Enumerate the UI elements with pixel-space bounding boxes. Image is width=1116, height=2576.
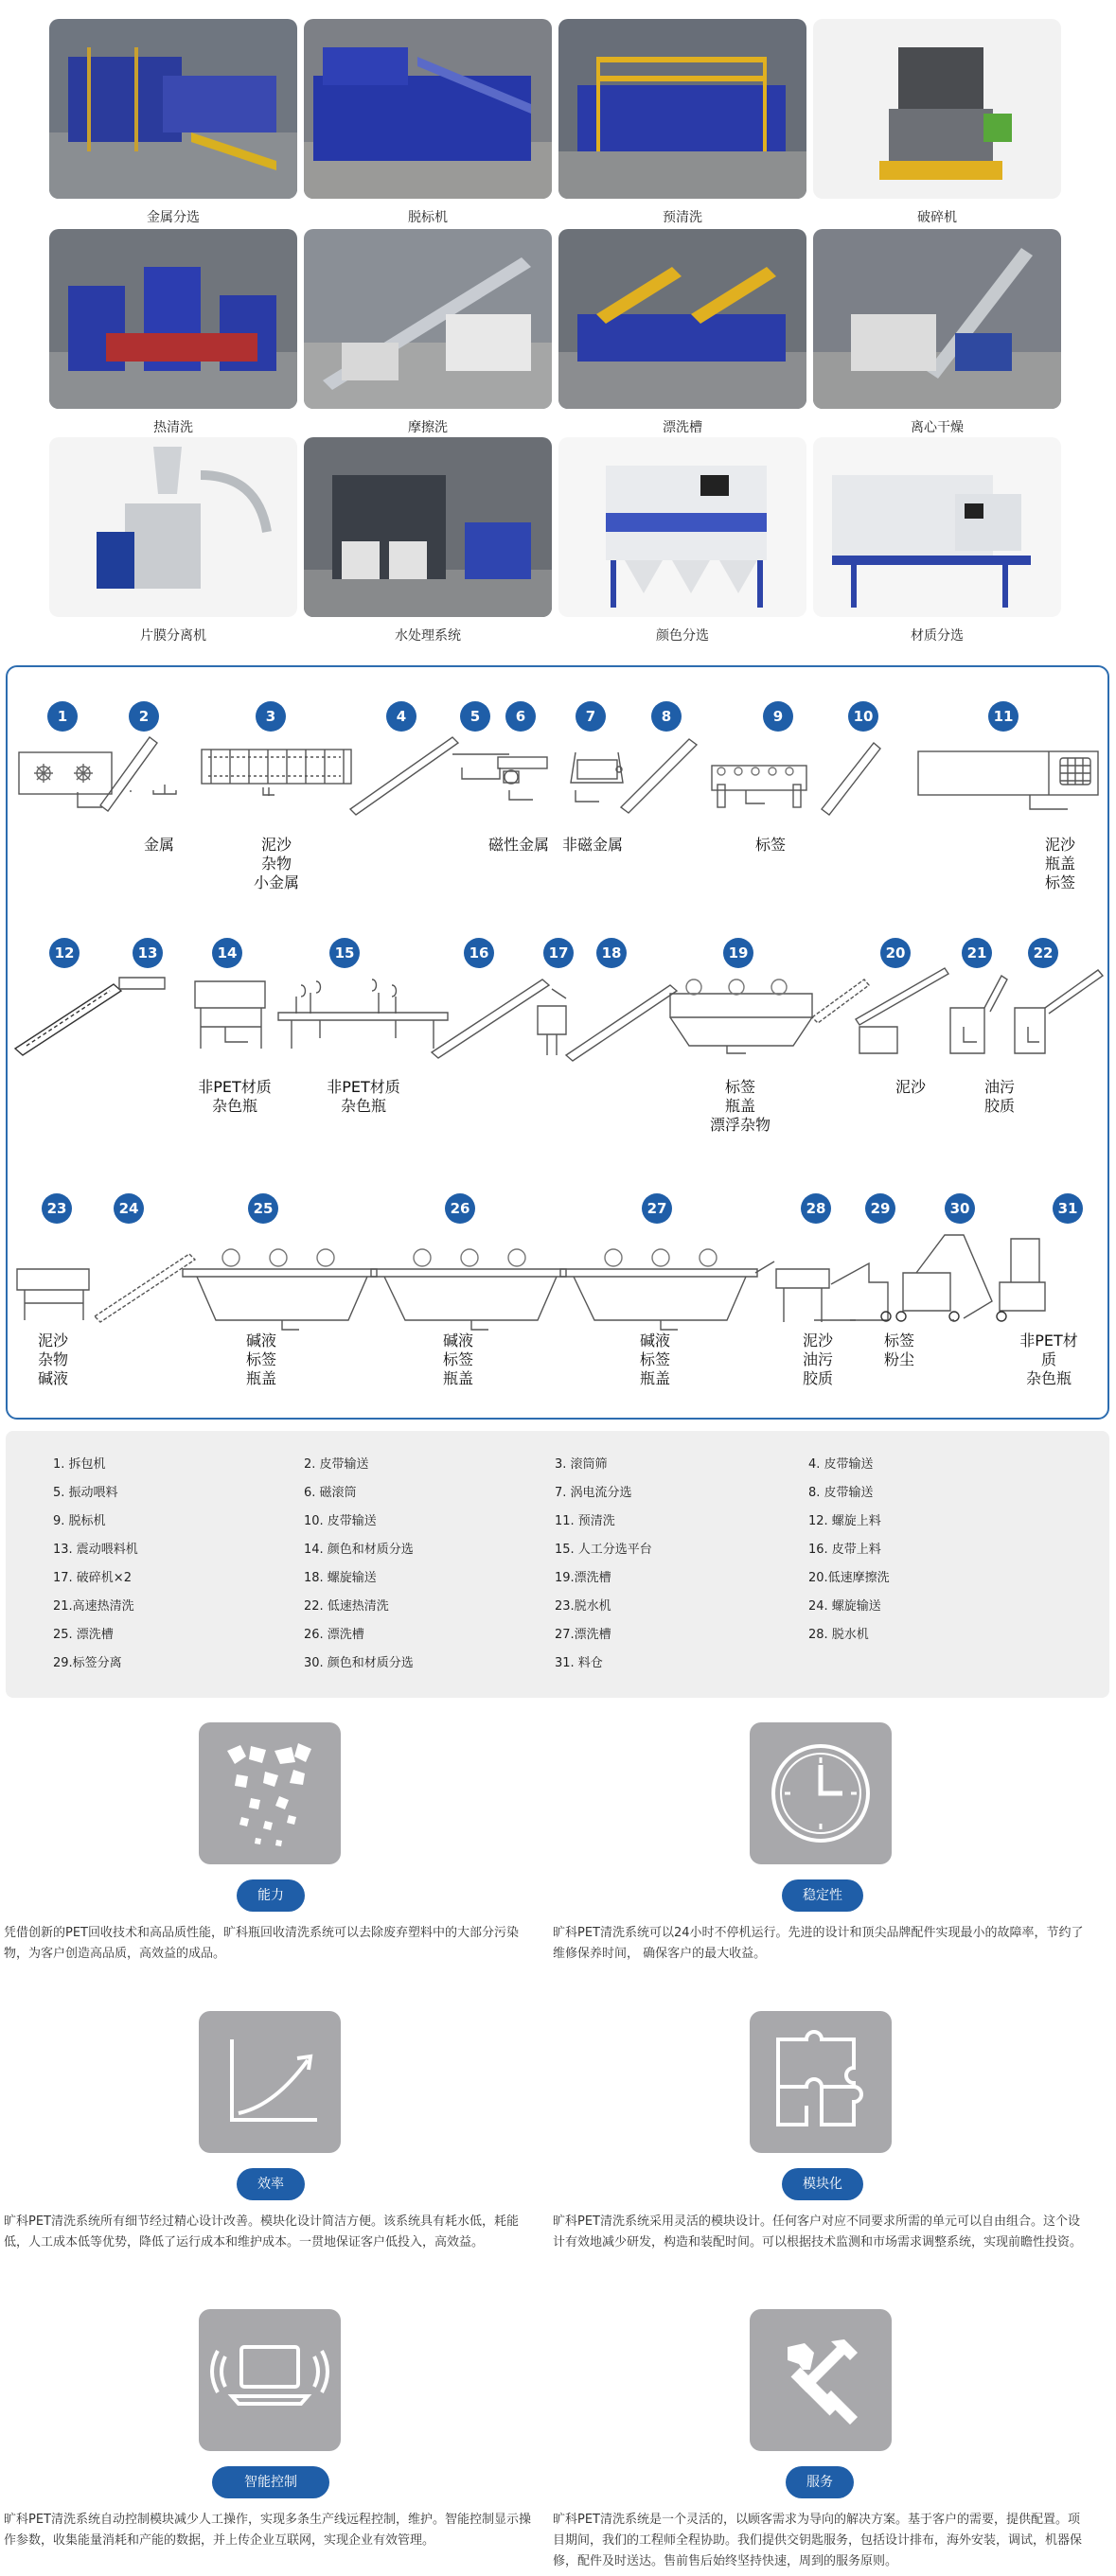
- photo-caption: 片膜分离机: [140, 628, 206, 644]
- step-number: 14: [212, 938, 242, 968]
- photo-caption: 预清洗: [663, 210, 702, 225]
- smart-control-button[interactable]: 智能控制: [212, 2466, 329, 2498]
- feature-smart-control: [0, 2309, 549, 2576]
- step-number: 4: [386, 701, 416, 732]
- feature-description: 旷科PET清洗系统自动控制模块减少人工操作，实现多条生产线远程控制，维护。智能控制显示操作参数，收集能量消耗和产能的数据，并上传企业互联网，实现企业有效管理。: [4, 2513, 531, 2548]
- photo-card-crusher[interactable]: [813, 19, 1061, 226]
- output-label: 标签 粉尘: [883, 1332, 915, 1368]
- output-label: 磁性金属: [487, 836, 550, 854]
- step-number: 12: [49, 938, 80, 968]
- photo-caption: 金属分选: [147, 210, 200, 225]
- legend-item: 31. 料仓: [555, 1656, 603, 1670]
- photo-card-centrifugal-dryer[interactable]: [813, 229, 1061, 436]
- step-number: 20: [880, 938, 911, 968]
- efficiency-button[interactable]: 效率: [237, 2168, 305, 2200]
- stability-button[interactable]: 稳定性: [782, 1879, 863, 1912]
- step-number: 27: [642, 1193, 672, 1224]
- crusher-photo: [813, 19, 1061, 199]
- step-number: 2: [129, 701, 159, 732]
- output-label: 泥沙: [895, 1078, 927, 1096]
- legend-item: 11. 预清洗: [555, 1514, 615, 1528]
- legend-item: 4. 皮带输送: [808, 1457, 874, 1472]
- step-number: 7: [576, 701, 606, 732]
- legend-item: 24. 螺旋输送: [808, 1599, 881, 1614]
- laptop-icon: [199, 2309, 341, 2451]
- step-number: 25: [248, 1193, 278, 1224]
- feature-efficiency: [0, 2011, 549, 2285]
- legend-item: 9. 脱标机: [53, 1514, 106, 1528]
- output-label: 泥沙 油污 胶质: [802, 1332, 834, 1387]
- legend-item: 20.低速摩擦洗: [808, 1571, 890, 1585]
- output-label: 标签 瓶盖 漂浮杂物: [709, 1078, 771, 1134]
- photo-card-hot-washer[interactable]: [49, 229, 297, 436]
- legend-item: 22. 低速热清洗: [304, 1599, 389, 1614]
- step-number: 10: [848, 701, 878, 732]
- step-number: 5: [460, 701, 490, 732]
- step-number: 18: [596, 938, 627, 968]
- output-label: 非PET材质 杂色瓶: [198, 1078, 272, 1115]
- centrifugal-dryer-photo: [813, 229, 1061, 409]
- legend-item: 7. 涡电流分选: [555, 1486, 632, 1500]
- legend-item: 23.脱水机: [555, 1599, 611, 1614]
- photo-caption: 颜色分选: [656, 628, 709, 644]
- step-number: 23: [42, 1193, 72, 1224]
- output-label: 泥沙 瓶盖 标签: [1044, 836, 1076, 891]
- hot-washer-photo: [49, 229, 297, 409]
- step-number: 8: [651, 701, 682, 732]
- output-label: 标签: [754, 836, 787, 854]
- output-label: 油污 胶质: [983, 1078, 1016, 1115]
- step-number: 28: [801, 1193, 831, 1224]
- photo-card-material-sorter[interactable]: [813, 437, 1061, 644]
- flakes-icon: [199, 1722, 341, 1864]
- prewash-photo: [558, 19, 806, 199]
- legend-item: 17. 破碎机×2: [53, 1571, 132, 1585]
- legend-item: 8. 皮带输送: [808, 1486, 874, 1500]
- output-label: 非PET材质 杂色瓶: [327, 1078, 400, 1115]
- feature-service: [549, 2309, 1098, 2576]
- process-line-drawing: [8, 667, 1111, 1421]
- output-label: 非PET材质 杂色瓶: [1019, 1332, 1078, 1387]
- flake-film-separator-photo: [49, 437, 297, 617]
- material-sorter-photo: [813, 437, 1061, 617]
- photo-card-water-treatment[interactable]: [304, 437, 552, 644]
- color-sorter-photo: [558, 437, 806, 617]
- photo-caption: 漂洗槽: [663, 420, 702, 435]
- output-label: 泥沙 杂物 碱液: [37, 1332, 69, 1387]
- output-label: 金属: [143, 836, 175, 854]
- metal-separation-photo: [49, 19, 297, 199]
- legend-item: 25. 漂洗槽: [53, 1628, 114, 1642]
- equipment-photo-grid: [0, 0, 1116, 653]
- output-label: 碱液 标签 瓶盖: [442, 1332, 474, 1387]
- legend-item: 27.漂洗槽: [555, 1628, 611, 1642]
- friction-washer-photo: [304, 229, 552, 409]
- legend-item: 21.高速热清洗: [53, 1599, 134, 1614]
- feature-description: 旷科PET清洗系统采用灵活的模块设计。任何客户对应不同要求所需的单元可以自由组合。这个设计有效地减少研发，构造和装配时间。可以根据技术监测和市场需求调整系统，实现前瞻性投资。: [553, 2214, 1083, 2250]
- legend-item: 30. 颜色和材质分选: [304, 1656, 414, 1670]
- legend-item: 16. 皮带上料: [808, 1543, 881, 1557]
- legend-item: 26. 漂洗槽: [304, 1628, 364, 1642]
- step-number: 24: [114, 1193, 144, 1224]
- photo-caption: 材质分选: [911, 628, 964, 644]
- legend-item: 12. 螺旋上料: [808, 1514, 881, 1528]
- legend-item: 1. 拆包机: [53, 1457, 106, 1472]
- output-label: 泥沙 杂物 小金属: [253, 836, 300, 891]
- legend-item: 5. 振动喂料: [53, 1486, 118, 1500]
- step-number: 26: [445, 1193, 475, 1224]
- clock-icon: [750, 1722, 892, 1864]
- feature-description: 旷科PET清洗系统是一个灵活的，以顾客需求为导向的解决方案。基于客户的需要，提供配置。项目期间，我们的工程师全程协助。我们提供交钥匙服务，包括设计排布，海外安装，调试，机器保修，配件及时送达。售前售后始终坚持快速，周到的服务原则。: [553, 2513, 1083, 2568]
- feature-description: 凭借创新的PET回收技术和高品质性能，旷科瓶回收清洗系统可以去除废弃塑料中的大部分污染物，为客户创造高品质，高效益的成品。: [4, 1926, 519, 1961]
- step-number: 9: [763, 701, 793, 732]
- step-number: 31: [1053, 1193, 1083, 1224]
- photo-caption: 脱标机: [408, 210, 448, 225]
- photo-caption: 离心干燥: [911, 420, 964, 435]
- feature-description: 旷科PET清洗系统所有细节经过精心设计改善。模块化设计简洁方便。该系统具有耗水低，耗能低，人工成本低等优势，降低了运行成本和维护成本。一贯地保证客户低投入，高效益。: [4, 2214, 519, 2250]
- tools-icon: [750, 2309, 892, 2451]
- photo-caption: 水处理系统: [395, 628, 461, 644]
- step-number: 3: [256, 701, 286, 732]
- legend-item: 10. 皮带输送: [304, 1514, 377, 1528]
- legend-item: 13. 震动喂料机: [53, 1543, 138, 1557]
- step-number: 1: [47, 701, 78, 732]
- output-label: 非磁金属: [561, 836, 624, 854]
- step-number: 13: [133, 938, 163, 968]
- output-label: 碱液 标签 瓶盖: [639, 1332, 671, 1387]
- service-button[interactable]: 服务: [786, 2466, 854, 2498]
- legend-item: 15. 人工分选平台: [555, 1543, 652, 1557]
- photo-caption: 热清洗: [153, 420, 193, 435]
- legend-item: 6. 磁滚筒: [304, 1486, 357, 1500]
- photo-card-color-sorter[interactable]: [558, 437, 806, 644]
- legend-item: 29.标签分离: [53, 1656, 122, 1670]
- output-label: 碱液 标签 瓶盖: [245, 1332, 277, 1387]
- step-number: 29: [865, 1193, 895, 1224]
- water-treatment-photo: [304, 437, 552, 617]
- step-number: 15: [329, 938, 360, 968]
- step-number: 22: [1028, 938, 1058, 968]
- photo-card-label-remover[interactable]: [304, 19, 552, 226]
- step-number: 16: [464, 938, 494, 968]
- legend-item: 3. 滚筒筛: [555, 1457, 608, 1472]
- step-number: 17: [543, 938, 574, 968]
- feature-stability: [549, 1722, 1098, 1978]
- photo-card-metal-separation[interactable]: [49, 19, 297, 226]
- rinse-tank-photo: [558, 229, 806, 409]
- step-number: 6: [505, 701, 536, 732]
- process-flow-diagram: [6, 665, 1109, 1420]
- photo-card-rinse-tank[interactable]: [558, 229, 806, 436]
- step-number: 30: [945, 1193, 975, 1224]
- step-number: 11: [988, 701, 1019, 732]
- step-number: 21: [962, 938, 992, 968]
- label-remover-photo: [304, 19, 552, 199]
- legend-item: 28. 脱水机: [808, 1628, 869, 1642]
- step-number: 19: [723, 938, 753, 968]
- feature-capacity: [0, 1722, 549, 1978]
- modular-button[interactable]: 模块化: [782, 2168, 863, 2200]
- photo-card-prewash[interactable]: [558, 19, 806, 226]
- feature-description: 旷科PET清洗系统可以24小时不停机运行。先进的设计和顶尖品牌配件实现最小的故障率，节约了维修保养时间， 确保客户的最大收益。: [553, 1926, 1084, 1961]
- legend-item: 14. 颜色和材质分选: [304, 1543, 414, 1557]
- photo-caption: 破碎机: [917, 210, 957, 225]
- feature-modular: [549, 2011, 1098, 2285]
- puzzle-icon: [750, 2011, 892, 2153]
- legend-item: 19.漂洗槽: [555, 1571, 611, 1585]
- growth-chart-icon: [199, 2011, 341, 2153]
- photo-caption: 摩擦洗: [408, 420, 448, 435]
- capacity-button[interactable]: 能力: [237, 1879, 305, 1912]
- photo-card-friction-washer[interactable]: [304, 229, 552, 436]
- process-legend: [6, 1431, 1109, 1698]
- legend-item: 2. 皮带输送: [304, 1457, 369, 1472]
- legend-item: 18. 螺旋输送: [304, 1571, 377, 1585]
- photo-card-flake-film-separator[interactable]: [49, 437, 297, 644]
